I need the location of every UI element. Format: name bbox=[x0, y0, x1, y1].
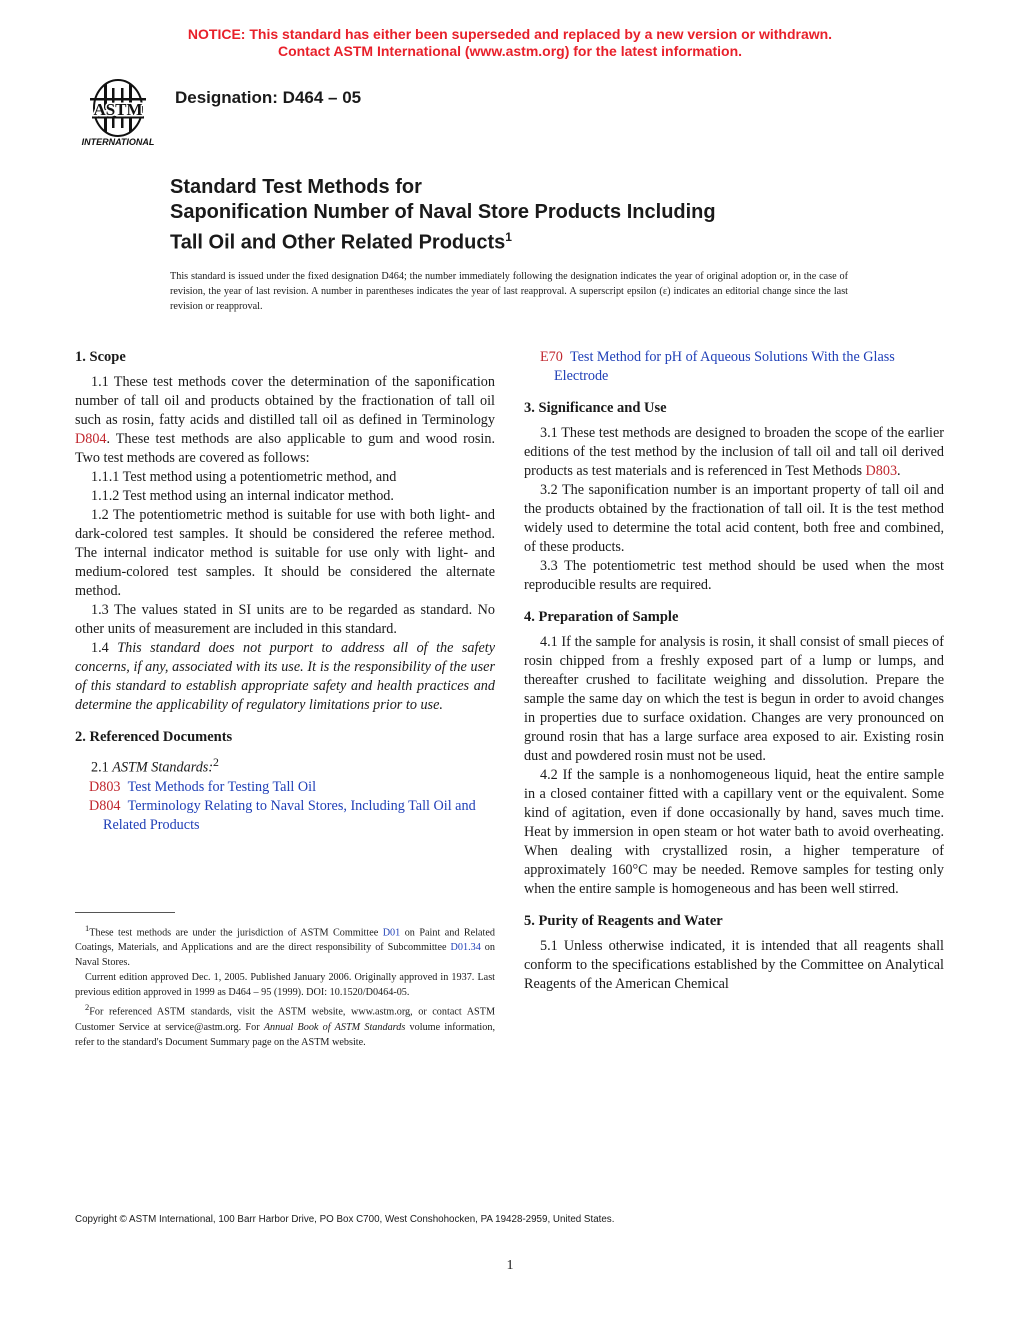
section-1-heading: 1. Scope bbox=[75, 349, 126, 365]
title-line-1: Standard Test Methods for bbox=[170, 176, 422, 198]
right-column bbox=[524, 348, 944, 994]
para-1-1: 1.1 These test methods cover the determination of the saponification number of tall oil and products obtained by the fractionation of tall oil such as rosin, fatty acids and distilled tall oil as defined in Terminology D804. These test methods are also applicable to gum and wood rosin. Two test methods are covered as follows: bbox=[75, 374, 495, 466]
footnote-rule bbox=[75, 912, 175, 913]
section-4-heading: 4. Preparation of Sample bbox=[524, 609, 679, 625]
ref-e70[interactable]: E70 Test Method for pH of Aqueous Solutions With the Glass Electrode bbox=[540, 349, 895, 384]
para-3-3: 3.3 The potentiometric test method should be used when the most reproducible results are required. bbox=[524, 558, 944, 593]
title-line-2: Saponification Number of Naval Store Products Including bbox=[170, 201, 716, 223]
link-d804[interactable]: D804 bbox=[75, 431, 107, 447]
astm-logo-icon bbox=[76, 76, 160, 148]
para-3-2: 3.2 The saponification number is an important property of tall oil and the products obtained by the fractionation of tall oil. It is the test method widely used to determine the total acid content, both free and combined, of these products. bbox=[524, 482, 944, 555]
para-1-4: 1.4 This standard does not purport to address all of the safety concerns, if any, associated with its use. It is the responsibility of the user of this standard to establish appropriate safety and health practices and determine the applicability of regulatory limitations prior to use. bbox=[75, 640, 495, 713]
section-3-heading: 3. Significance and Use bbox=[524, 400, 667, 416]
page-number: 1 bbox=[506, 1258, 514, 1273]
issued-note: This standard is issued under the fixed designation D464; the number immediately following the designation indicates the year of original adoption or, in the case of revision, the year of last revision. A number in parentheses indicates the year of last reapproval. A superscript epsilon (ε) indicates an editorial change since the last revision or reapproval. bbox=[170, 271, 848, 312]
logo-subtext: INTERNATIONAL bbox=[81, 137, 155, 147]
notice-line-2: Contact ASTM International (www.astm.org) for the latest information. bbox=[277, 43, 743, 59]
footnotes bbox=[75, 921, 495, 1050]
document-title bbox=[170, 175, 930, 256]
para-1-1-1: 1.1.1 Test method using a potentiometric method, and bbox=[91, 469, 397, 485]
para-1-1-2: 1.1.2 Test method using an internal indicator method. bbox=[91, 488, 394, 504]
title-line-3: Tall Oil and Other Related Products$^1$ bbox=[170, 230, 512, 254]
withdrawn-notice bbox=[0, 26, 1020, 60]
para-5-1: 5.1 Unless otherwise indicated, it is intended that all reagents shall conform to the specifications established by the Committee on Analytical Reagents of the American Chemical bbox=[524, 938, 944, 992]
copyright: Copyright © ASTM International, 100 Barr Harbor Drive, PO Box C700, West Conshohocken, PA 19428-2959, United States. bbox=[75, 1214, 615, 1225]
link-d01-34[interactable]: D01.34 bbox=[450, 942, 481, 954]
section-5-heading: 5. Purity of Reagents and Water bbox=[524, 913, 723, 929]
para-1-3: 1.3 The values stated in SI units are to be regarded as standard. No other units of measurement are included in this standard. bbox=[75, 602, 495, 637]
designation: Designation: D464 – 05 bbox=[175, 88, 362, 107]
para-3-1: 3.1 These test methods are designed to broaden the scope of the earlier editions of the test method by the inclusion of tall oil and tall oil derived products as test materials and is referenced in Test Methods D803. bbox=[524, 425, 944, 479]
footnote-1: $^1$These test methods are under the jurisdiction of ASTM Committee D01 on Paint and Related Coatings, Materials, and Applications and are the direct responsibility of Subcommittee D01.34 on Naval Stores. bbox=[75, 923, 495, 969]
link-d803[interactable]: D803 bbox=[865, 463, 898, 479]
footnote-2: $^2$For referenced ASTM standards, visit the ASTM website, www.astm.org, or contact ASTM Customer Service at service@astm.org. For Annual Book of ASTM Standards volume information, refer to the standard's Document Summary page on the ASTM website. bbox=[75, 1002, 495, 1048]
logo-text: ASTM bbox=[93, 100, 143, 119]
left-column bbox=[75, 348, 495, 835]
para-2-1: 2.1 ASTM Standards:$^2$ bbox=[91, 755, 219, 776]
para-4-1: 4.1 If the sample for analysis is rosin, it shall consist of small pieces of rosin chipped from a freshly exposed part of a lump or lumps, and thereafter crushed to facilitate weighing and dissolution. Prepare the sample the same day on which the test is begun in order to avoid changes in properties due to surface oxidation. Changes are very pronounced on ground rosin that has a large surface area exposed to air. Existing rosin dust and powdered rosin must not be used. bbox=[524, 634, 944, 764]
ref-d803[interactable]: D803 Test Methods for Testing Tall Oil bbox=[89, 778, 317, 795]
ref-d804[interactable]: D804 Terminology Relating to Naval Stores, Including Tall Oil and Related Products bbox=[89, 797, 476, 833]
footnote-edition: Current edition approved Dec. 1, 2005. Published January 2006. Originally approved in 1937. Last previous edition approved in 1999 as D464 – 95 (1999). DOI: 10.1520/D0464-05. bbox=[75, 972, 495, 999]
section-2-heading: 2. Referenced Documents bbox=[75, 729, 233, 745]
para-1-2: 1.2 The potentiometric method is suitable for use with both light- and dark-colored test samples. It should be considered the referee method. The internal indicator method is suitable for use only with light- and medium-colored test samples. It should be considered the alternate method. bbox=[75, 507, 495, 599]
link-d01[interactable]: D01 bbox=[382, 927, 401, 939]
para-4-2: 4.2 If the sample is a nonhomogeneous liquid, heat the entire sample in a closed container fitted with a capillary vent or the equivalent. Some kind of agitation, even if done occasionally by hand, saves much time. Heat by immersion in open steam or hot water bath to avoid overheating. When dealing with crystallized rosin, a higher temperature of approximately 160°C may be needed. Remove samples for testing only when the entire sample is homogeneous and has been well stirred. bbox=[524, 767, 944, 897]
title-footnote-mark: 1 bbox=[505, 230, 512, 244]
notice-line-1: NOTICE: This standard has either been superseded and replaced by a new version or withdrawn. bbox=[187, 26, 833, 42]
